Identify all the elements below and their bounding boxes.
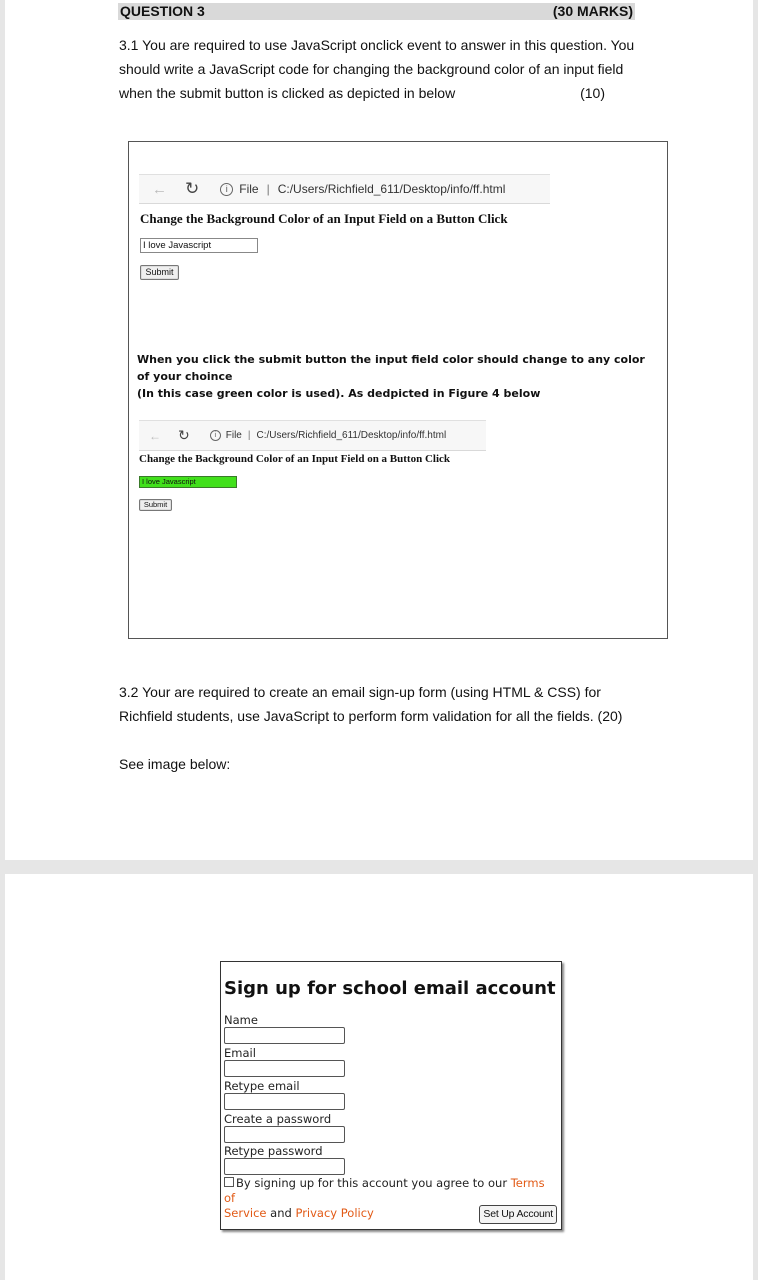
privacy-policy-link[interactable]: Privacy Policy xyxy=(295,1206,374,1220)
agree-checkbox[interactable] xyxy=(224,1177,234,1187)
email-input[interactable] xyxy=(224,1060,345,1077)
q32-line-1: 3.2 Your are required to create an email sign-up form (using HTML & CSS) for xyxy=(119,684,601,700)
demo-input-before: I love Javascript xyxy=(140,238,258,253)
file-label: File xyxy=(225,430,242,441)
q31-line-3-row xyxy=(119,81,636,105)
agree-prefix: By signing up for this account you agree to our xyxy=(236,1176,508,1190)
retype-password-label: Retype password xyxy=(224,1144,323,1158)
email-label: Email xyxy=(224,1046,256,1060)
url-separator: | xyxy=(266,182,270,196)
password-label: Create a password xyxy=(224,1112,332,1126)
retype-password-input[interactable] xyxy=(224,1158,345,1175)
terms-link-part2[interactable]: Service xyxy=(224,1206,267,1220)
url-text: C:/Users/Richfield_611/Desktop/info/ff.html xyxy=(256,430,447,441)
file-label: File xyxy=(239,182,259,196)
url-separator: | xyxy=(247,430,251,441)
q31-line-3: when the submit button is clicked as depicted in below xyxy=(119,85,456,101)
info-icon: i xyxy=(220,183,233,196)
retype-email-input[interactable] xyxy=(224,1093,345,1110)
url-text: C:/Users/Richfield_611/Desktop/info/ff.html xyxy=(277,182,506,196)
set-up-account-button[interactable]: Set Up Account xyxy=(479,1205,557,1224)
figure-caption xyxy=(137,351,657,402)
caption-line-2: (In this case green color is used). As dedpicted in Figure 4 below xyxy=(137,387,541,400)
reload-icon: ↻ xyxy=(185,179,200,198)
demo-submit-after: Submit xyxy=(139,499,172,511)
password-input[interactable] xyxy=(224,1126,345,1143)
see-image-text: See image below: xyxy=(119,756,231,772)
q31-marks: (10) xyxy=(580,85,605,101)
q32-paragraph xyxy=(119,680,639,728)
question-title: QUESTION 3 xyxy=(120,3,205,19)
q31-paragraph xyxy=(119,33,636,105)
signup-title: Sign up for school email account xyxy=(224,978,556,999)
demo-heading-after: Change the Background Color of an Input Field on a Button Click xyxy=(139,453,451,465)
and-text: and xyxy=(270,1206,292,1220)
document-page-2 xyxy=(5,874,753,1280)
q31-line-1: 3.1 You are required to use JavaScript onclick event to answer in this question. You xyxy=(119,37,635,53)
q31-line-2: should write a JavaScript code for changing the background color of an input field xyxy=(119,61,624,77)
demo-submit-before: Submit xyxy=(140,265,179,280)
name-label: Name xyxy=(224,1013,258,1027)
retype-email-label: Retype email xyxy=(224,1079,300,1093)
browser-bar-after xyxy=(139,420,486,451)
caption-line-1: When you click the submit button the input field color should change to any color of your choince xyxy=(137,353,645,383)
document-page-1 xyxy=(5,0,753,860)
q32-line-2: Richfield students, use JavaScript to perform form validation for all the fields. (20) xyxy=(119,708,623,724)
signup-form xyxy=(220,961,562,1230)
demo-heading-before: Change the Background Color of an Input Field on a Button Click xyxy=(140,211,508,226)
question-header xyxy=(118,3,635,20)
demo-input-after-green: I love Javascript xyxy=(139,476,237,488)
figure-box xyxy=(128,141,668,639)
terms-link-part1[interactable]: Terms of xyxy=(224,1176,545,1205)
question-marks: (30 MARKS) xyxy=(552,3,633,19)
back-arrow-icon: ← xyxy=(149,428,161,443)
name-input[interactable] xyxy=(224,1027,345,1044)
info-icon: i xyxy=(210,430,221,441)
browser-bar-before xyxy=(139,174,550,204)
reload-icon: ↻ xyxy=(178,427,190,443)
back-arrow-icon: ← xyxy=(152,180,167,198)
